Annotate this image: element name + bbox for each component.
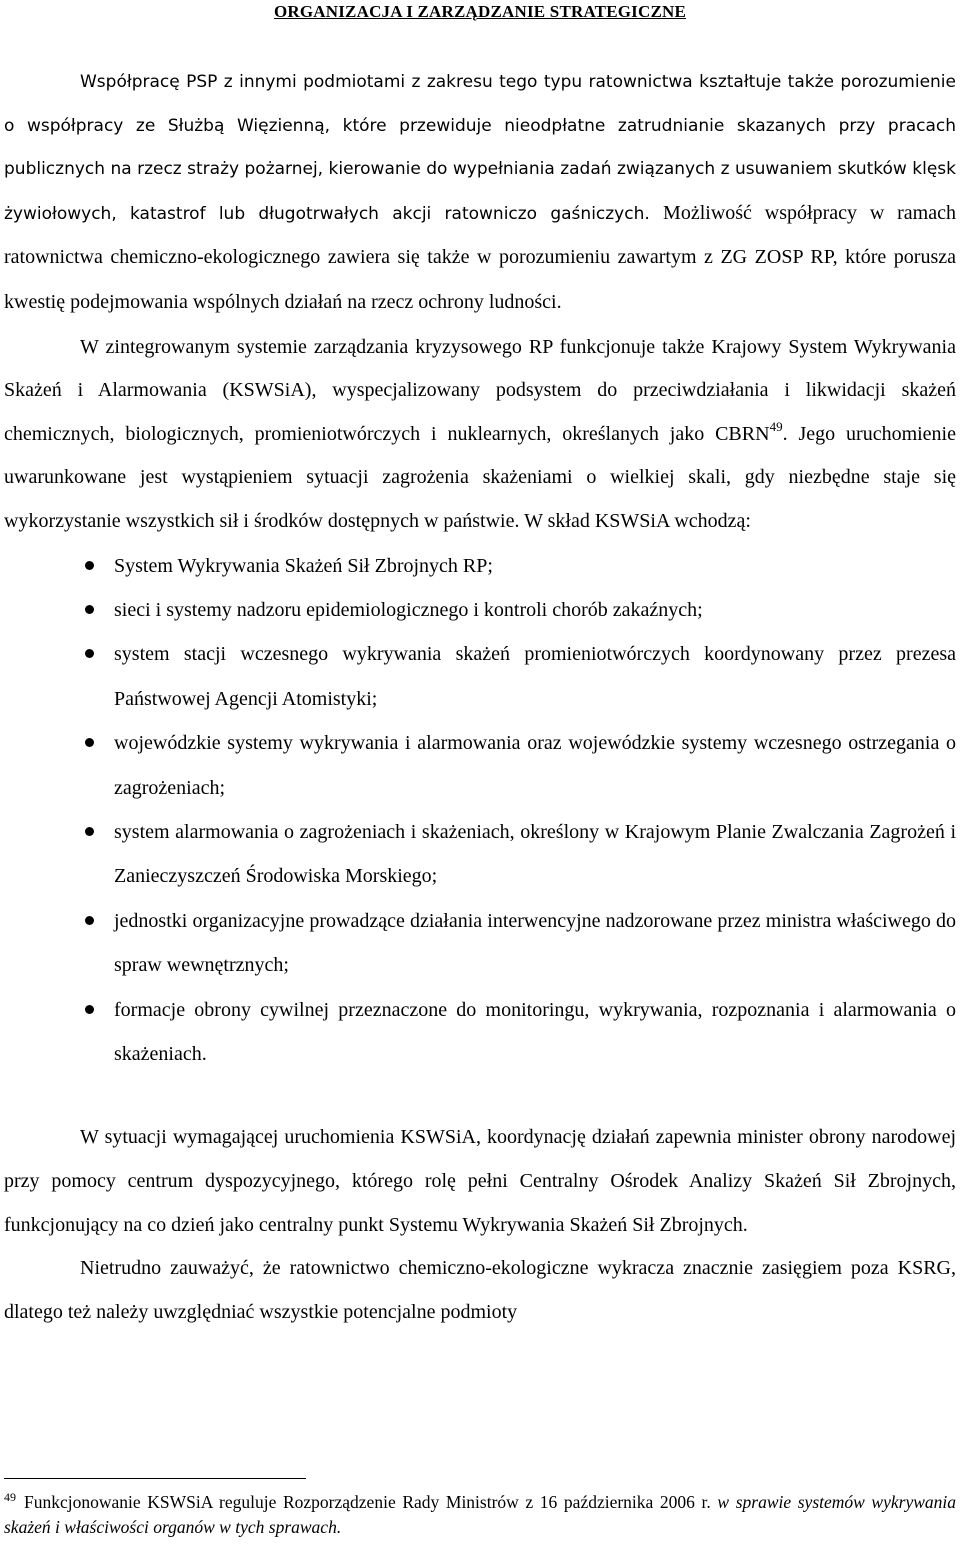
bullet-icon — [85, 827, 94, 836]
paragraph-kswsia-part1: W zintegrowanym systemie zarządzania kryzysowego RP funkcjonuje także Krajowy System Wykrywania Skażeń i Alarmowania (KSWSiA), wyspecjalizowany podsystem do przeciwdziałania i likwidacji skażeń chemicznych, biologicznych, promieniotwórczych i nuklearnych, określanych jako CBRN — [4, 335, 956, 445]
paragraph-cooperation-part2: Możliwość współpracy w ramach ratownictwa chemiczno-ekologicznego zawiera się także w porozumieniu zawartym z ZG ZOSP RP, które porusza kwestię podejmowania wspólnych działań na rzecz ochrony ludności. — [4, 201, 956, 313]
footnote-reference[interactable]: 49 — [769, 418, 783, 434]
footnote-mark: 49 — [4, 1490, 16, 1504]
bullet-icon — [85, 1005, 94, 1014]
bullet-icon — [85, 738, 94, 747]
list-item — [4, 721, 956, 810]
paragraph-cooperation-part1: Współpracę PSP z innymi podmiotami z zakresu tego typu ratownictwa kształtuje także porozumienie o współpracy ze Służbą Więzienną, które przewiduje nieodpłatne zatrudnianie skazanych przy pracach publicznych na rzecz straży pożarnej, kierowanie do wypełniania zadań związanych z usuwaniem skutków klęsk żywiołowych, katastrof lub długotrwałych akcji ratowniczo gaśniczych. — [4, 72, 956, 224]
kswsia-components-list — [4, 544, 956, 1077]
list-item-text: wojewódzkie systemy wykrywania i alarmowania oraz wojewódzkie systemy wczesnego ostrzegania o zagrożeniach; — [114, 732, 956, 799]
footnote-separator — [4, 1478, 306, 1479]
list-item-text: system stacji wczesnego wykrywania skażeń promieniotwórczych koordynowany przez prezesa Państwowej Agencji Atomistyki; — [114, 643, 956, 710]
list-item — [4, 899, 956, 988]
paragraph-scope: Nietrudno zauważyć, że ratownictwo chemiczno-ekologiczne wykracza znacznie zasięgiem poza KSRG, dlatego też należy uwzględniać wszystkie potencjalne podmioty — [4, 1257, 956, 1323]
list-item-text: System Wykrywania Skażeń Sił Zbrojnych RP; — [114, 554, 493, 577]
list-item — [4, 632, 956, 721]
running-header: ORGANIZACJA I ZARZĄDZANIE STRATEGICZNE — [273, 2, 687, 21]
footnote — [4, 1490, 956, 1540]
list-item — [4, 988, 956, 1077]
list-item — [4, 544, 956, 588]
list-item-text: formacje obrony cywilnej przeznaczone do monitoringu, wykrywania, rozpoznania i alarmowania o skażeniach. — [114, 998, 956, 1065]
list-item-text: jednostki organizacyjne prowadzące działania interwencyjne nadzorowane przez ministra właściwego do spraw wewnętrznych; — [114, 909, 956, 977]
list-item-text: system alarmowania o zagrożeniach i skażeniach, określony w Krajowym Planie Zwalczania Zagrożeń i Zanieczyszczeń Środowiska Morskiego; — [114, 820, 956, 888]
list-item-text: sieci i systemy nadzoru epidemiologicznego i kontroli chorób zakaźnych; — [114, 598, 703, 621]
paragraph-kswsia — [4, 326, 956, 544]
footnote-text: Funkcjonowanie KSWSiA reguluje Rozporządzenie Rady Ministrów z 16 października 2006 r. — [24, 1492, 711, 1512]
paragraph-cooperation — [4, 61, 956, 326]
bullet-icon — [85, 561, 94, 570]
list-item — [4, 810, 956, 899]
bullet-icon — [85, 916, 94, 925]
body-text — [4, 61, 956, 1334]
list-item — [4, 588, 956, 632]
bullet-icon — [85, 605, 94, 614]
bullet-icon — [85, 649, 94, 658]
footnote-italic-text: w sprawie systemów wykrywania skażeń i właściwości organów w tych sprawach. — [4, 1492, 956, 1537]
paragraph-coordination: W sytuacji wymagającej uruchomienia KSWSiA, koordynację działań zapewnia minister obrony narodowej przy pomocy centrum dyspozycyjnego, którego rolę pełni Centralny Ośrodek Analizy Skażeń Sił Zbrojnych, funkcjonujący na co dzień jako centralny punkt Systemu Wykrywania Skażeń Sił Zbrojnych. — [4, 1126, 956, 1236]
paragraph-kswsia-part2: . Jego uruchomienie uwarunkowane jest wystąpieniem sytuacji zagrożenia skażeniami o wielkiej skali, gdy niezbędne staje się wykorzystanie wszystkich sił i środków dostępnych w państwie. W skład KSWSiA wchodzą: — [4, 422, 956, 532]
